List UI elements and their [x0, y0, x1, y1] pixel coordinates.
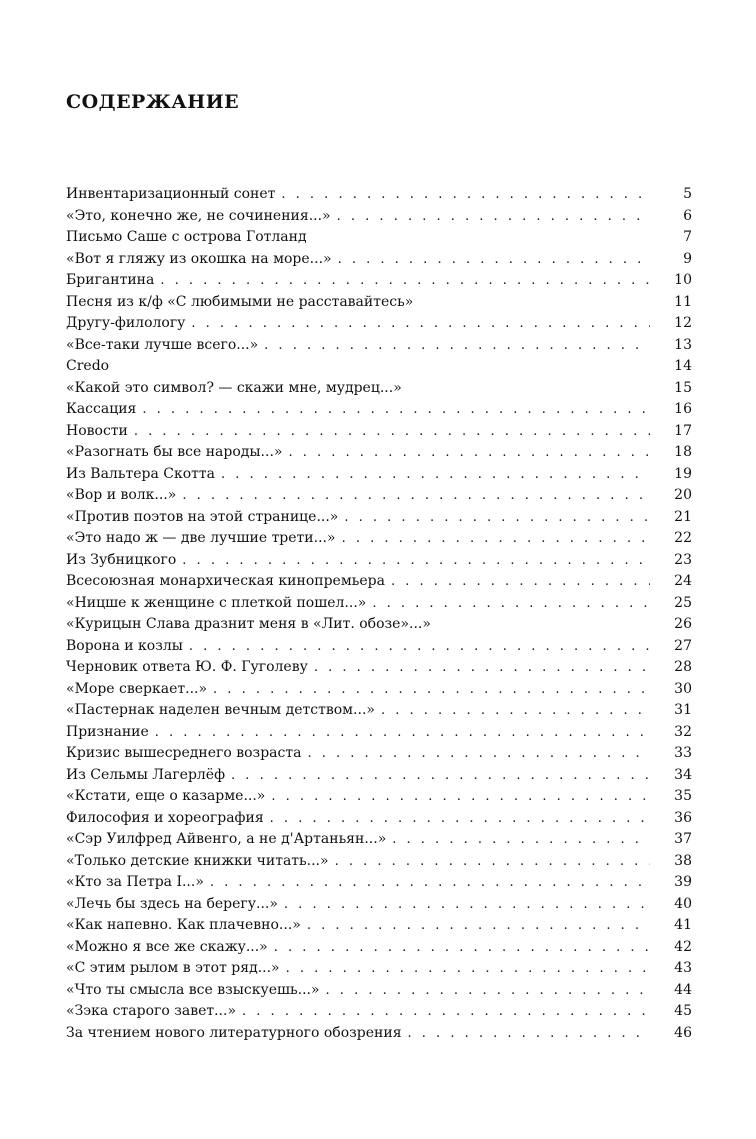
- dot-leader: [142, 403, 650, 416]
- toc-entry-page-number: 42: [674, 938, 692, 955]
- toc-entry-page-number: 40: [674, 895, 692, 912]
- toc-entry: [66, 982, 692, 1004]
- toc-entry: [66, 1025, 692, 1047]
- toc-entry: [66, 487, 692, 509]
- toc-entry: [66, 530, 692, 552]
- dot-leader: [344, 511, 650, 524]
- toc-entry: [66, 788, 692, 810]
- dot-leader: [242, 1005, 650, 1018]
- toc-entry-page-number: 33: [674, 745, 692, 761]
- toc-entry-page-number: 14: [674, 358, 692, 374]
- toc-entry: [66, 853, 692, 875]
- toc-entry-title: «Ницше к женщине с плеткой пошел...»: [66, 594, 367, 611]
- toc-entry-title: Другу-филологу: [66, 315, 186, 331]
- toc-entry: [66, 681, 692, 703]
- toc-entry-page-number: 9: [683, 250, 692, 267]
- dot-leader: [264, 339, 650, 352]
- toc-entry-title: «Вор и волк...»: [66, 487, 177, 503]
- toc-entry: [66, 358, 692, 380]
- toc-entry: [66, 831, 692, 853]
- toc-entry-page-number: 26: [674, 616, 692, 632]
- toc-entry: [66, 874, 692, 896]
- toc-entry-title: «Это надо ж — две лучшие трети...»: [66, 530, 336, 546]
- toc-entry-title: Кризис вышесреднего возраста: [66, 745, 302, 761]
- toc-entry: [66, 186, 692, 208]
- toc-entry: [66, 573, 692, 595]
- toc-entry-page-number: 15: [674, 379, 692, 396]
- toc-entry: [66, 444, 692, 466]
- toc-entry-title: Кассация: [66, 401, 137, 417]
- toc-entry: [66, 917, 692, 939]
- toc-entry: [66, 810, 692, 832]
- toc-entry-page-number: 5: [683, 186, 692, 202]
- toc-entry-page-number: 18: [674, 444, 692, 460]
- toc-entry-title: Инвентаризационный сонет: [66, 186, 276, 202]
- toc-entry-title: «Сэр Уилфред Айвенго, а не д'Артаньян...»: [66, 831, 387, 847]
- toc-entry: [66, 767, 692, 789]
- toc-entry-page-number: 12: [674, 315, 692, 331]
- dot-leader: [307, 747, 650, 760]
- toc-entry-page-number: 46: [674, 1024, 692, 1041]
- toc-entry-page-number: 6: [683, 207, 692, 224]
- toc-entry: [66, 466, 692, 488]
- toc-entry-page-number: 7: [683, 229, 692, 245]
- toc-entry-page-number: 45: [674, 1003, 692, 1019]
- toc-entry-page-number: 28: [674, 659, 692, 675]
- toc-entry-page-number: 25: [674, 594, 692, 611]
- dot-leader: [274, 941, 650, 954]
- dot-leader: [288, 446, 650, 459]
- toc-entry-page-number: 32: [674, 723, 692, 740]
- dot-leader: [314, 661, 650, 674]
- toc-entry-title: «Лечь бы здесь на берегу...»: [66, 895, 278, 912]
- dot-leader: [160, 274, 650, 287]
- toc-entry-page-number: 44: [674, 981, 692, 998]
- toc-entry-title: «Можно я все же скажу...»: [66, 938, 268, 955]
- toc-entry: [66, 229, 692, 251]
- toc-entry: [66, 939, 692, 961]
- table-of-contents: [66, 186, 692, 1046]
- toc-entry-page-number: 13: [674, 336, 692, 353]
- toc-entry-title: Из Зубницкого: [66, 551, 177, 568]
- toc-entry-title: «Против поэтов на этой странице...»: [66, 508, 339, 525]
- toc-entry-page-number: 35: [674, 788, 692, 804]
- toc-entry-title: Из Вальтера Скотта: [66, 465, 215, 482]
- toc-entry-title: «Зэка старого завет...»: [66, 1003, 237, 1019]
- toc-entry: [66, 1003, 692, 1025]
- toc-entry-title: «Как напевно. Как плачевно...»: [66, 917, 301, 933]
- dot-leader: [286, 962, 650, 975]
- dot-leader: [182, 554, 650, 567]
- toc-entry: [66, 960, 692, 982]
- dot-leader: [221, 468, 650, 481]
- toc-entry-title: «Пастернак наделен вечным детством...»: [66, 702, 375, 718]
- toc-entry: [66, 595, 692, 617]
- toc-entry-title: «Только детские книжки читать...»: [66, 852, 329, 869]
- toc-entry: [66, 380, 692, 402]
- toc-entry-title: Письмо Саше с острова Готланд: [66, 229, 307, 245]
- dot-leader: [408, 1027, 650, 1040]
- toc-entry: [66, 616, 692, 638]
- toc-entry-page-number: 30: [674, 680, 692, 697]
- toc-entry-title: «Разогнать бы все народы...»: [66, 444, 283, 460]
- dot-leader: [210, 876, 650, 889]
- dot-leader: [337, 210, 650, 223]
- toc-entry-page-number: 11: [674, 293, 692, 310]
- toc-entry-page-number: 23: [674, 551, 692, 568]
- dot-leader: [392, 833, 650, 846]
- toc-entry: [66, 638, 692, 660]
- toc-entry-title: «Море сверкает...»: [66, 680, 208, 697]
- toc-entry-page-number: 43: [674, 960, 692, 976]
- toc-entry: [66, 401, 692, 423]
- toc-entry: [66, 208, 692, 230]
- dot-leader: [213, 683, 650, 696]
- dot-leader: [281, 188, 650, 201]
- toc-entry-title: «Кстати, еще о казарме...»: [66, 788, 266, 804]
- toc-entry: [66, 272, 692, 294]
- toc-entry-page-number: 22: [674, 530, 692, 546]
- toc-entry: [66, 294, 692, 316]
- dot-leader: [372, 597, 650, 610]
- toc-entry: [66, 509, 692, 531]
- dot-leader: [381, 704, 650, 717]
- toc-entry-title: «Что ты смысла все взыскуешь...»: [66, 981, 320, 998]
- toc-entry: [66, 659, 692, 681]
- toc-entry-page-number: 21: [674, 508, 692, 525]
- toc-entry-page-number: 41: [674, 917, 692, 933]
- dot-leader: [284, 898, 650, 911]
- toc-entry-page-number: 39: [674, 874, 692, 890]
- dot-leader: [191, 317, 650, 330]
- toc-entry-title: «Вот я гляжу из окошка на море...»: [66, 250, 332, 267]
- toc-entry: [66, 423, 692, 445]
- toc-entry-page-number: 17: [674, 422, 692, 439]
- toc-entry: [66, 896, 692, 918]
- dot-leader: [231, 769, 650, 782]
- toc-entry-title: Черновик ответа Ю. Ф. Гуголеву: [66, 659, 308, 675]
- toc-entry-page-number: 38: [674, 852, 692, 869]
- toc-entry-title: Credo: [66, 358, 110, 374]
- toc-entry-title: Ворона и козлы: [66, 637, 183, 654]
- dot-leader: [391, 575, 650, 588]
- toc-entry-page-number: 31: [674, 702, 692, 718]
- toc-entry-title: Философия и хореография: [66, 809, 264, 826]
- toc-entry: [66, 552, 692, 574]
- dot-leader: [338, 253, 650, 266]
- toc-entry-title: Всесоюзная монархическая кинопремьера: [66, 573, 385, 589]
- toc-entry-title: Бригантина: [66, 272, 155, 288]
- toc-entry: [66, 702, 692, 724]
- toc-entry-title: «Кто за Петра I...»: [66, 874, 204, 890]
- toc-entry-page-number: 24: [674, 573, 692, 589]
- toc-entry-page-number: 19: [674, 465, 692, 482]
- toc-entry-page-number: 34: [674, 766, 692, 783]
- toc-entry: [66, 724, 692, 746]
- toc-entry: [66, 337, 692, 359]
- toc-entry-title: Признание: [66, 723, 149, 740]
- dot-leader: [270, 812, 650, 825]
- toc-entry-title: Из Сельмы Лагерлёф: [66, 766, 226, 783]
- page-title: СОДЕРЖАНИЕ: [66, 91, 240, 113]
- dot-leader: [134, 425, 650, 438]
- dot-leader: [307, 919, 650, 932]
- toc-entry-title: «Какой это символ? — скажи мне, мудрец...»: [66, 379, 402, 396]
- toc-entry: [66, 745, 692, 767]
- toc-entry-title: Новости: [66, 422, 128, 439]
- toc-entry: [66, 251, 692, 273]
- toc-entry-title: «Это, конечно же, не сочинения...»: [66, 207, 331, 224]
- dot-leader: [155, 726, 650, 739]
- dot-leader: [189, 640, 650, 653]
- dot-leader: [326, 984, 650, 997]
- dot-leader: [335, 855, 650, 868]
- toc-entry-page-number: 16: [674, 401, 692, 417]
- dot-leader: [342, 532, 650, 545]
- toc-entry-title: За чтением нового литературного обозрения: [66, 1024, 402, 1041]
- toc-entry-title: «Все-таки лучше всего...»: [66, 336, 259, 353]
- toc-entry-page-number: 20: [674, 487, 692, 503]
- toc-entry-title: «С этим рылом в этот ряд...»: [66, 960, 280, 976]
- toc-entry: [66, 315, 692, 337]
- dot-leader: [182, 489, 650, 502]
- toc-entry-title: Песня из к/ф «С любимыми не расставайтесь»: [66, 293, 414, 310]
- dot-leader: [271, 790, 650, 803]
- toc-entry-page-number: 37: [674, 831, 692, 847]
- toc-entry-page-number: 36: [674, 809, 692, 826]
- toc-entry-page-number: 27: [674, 637, 692, 654]
- toc-entry-title: «Курицын Слава дразнит меня в «Лит. обозе»...»: [66, 616, 431, 632]
- toc-entry-page-number: 10: [674, 272, 692, 288]
